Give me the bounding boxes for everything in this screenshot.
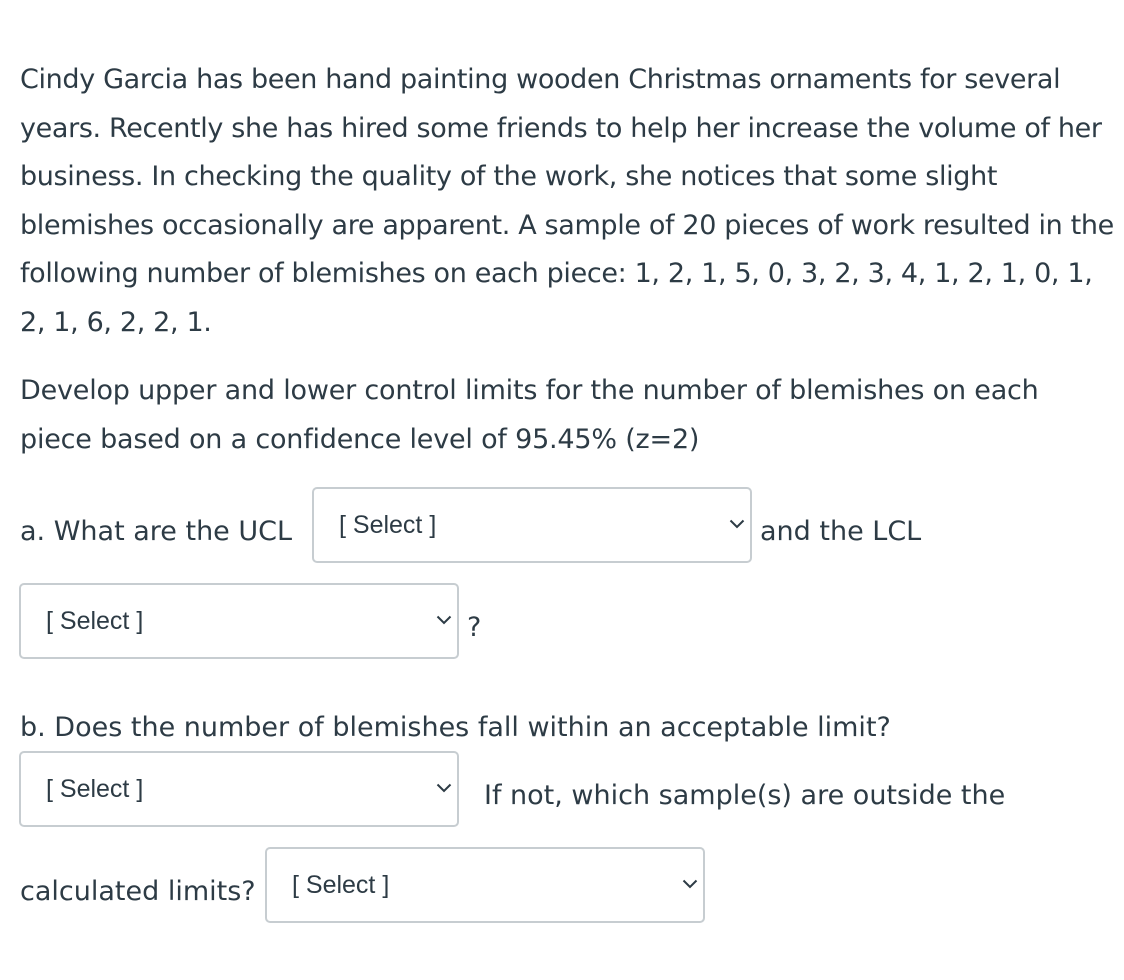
question-intro: Cindy Garcia has been hand painting wooden Christmas ornaments for several years. Recently she has hired some friends to help her increase the volume of her business. In checking the quality of the work, she notices that some slight blemishes occasionally are apparent. A sample of 20 pieces of work resulted in the following number of blemishes on each piece: 1, 2, 1, 5, 0, 3, 2, 3, 4, 1, 2, 1, 0, 1, 2, 1, 6, 2, 2, 1. <box>20 64 1114 338</box>
part-a-mid: and the LCL <box>760 516 922 547</box>
part-b-followup: If not, which sample(s) are outside the <box>484 780 1006 811</box>
chevron-down-icon <box>682 879 698 889</box>
lcl-select-value: [ Select ] <box>46 607 144 635</box>
part-b-end: calculated limits? <box>20 876 256 907</box>
acceptable-select[interactable] <box>19 751 459 827</box>
ucl-select[interactable] <box>312 487 752 563</box>
part-a-prefix: a. What are the UCL <box>20 516 293 547</box>
lcl-select[interactable] <box>19 583 459 659</box>
chevron-down-icon <box>436 615 452 625</box>
part-a-suffix: ? <box>467 612 482 643</box>
part-b-question: b. Does the number of blemishes fall within an acceptable limit? <box>20 712 891 743</box>
chevron-down-icon <box>436 783 452 793</box>
outside-samples-select-value: [ Select ] <box>292 871 390 899</box>
ucl-select-value: [ Select ] <box>339 511 437 539</box>
acceptable-select-value: [ Select ] <box>46 775 144 803</box>
chevron-down-icon <box>729 519 745 529</box>
outside-samples-select[interactable] <box>265 847 705 923</box>
question-instructions: Develop upper and lower control limits for the number of blemishes on each piece based on a confidence level of 95.45% (z=2) <box>20 375 1039 455</box>
